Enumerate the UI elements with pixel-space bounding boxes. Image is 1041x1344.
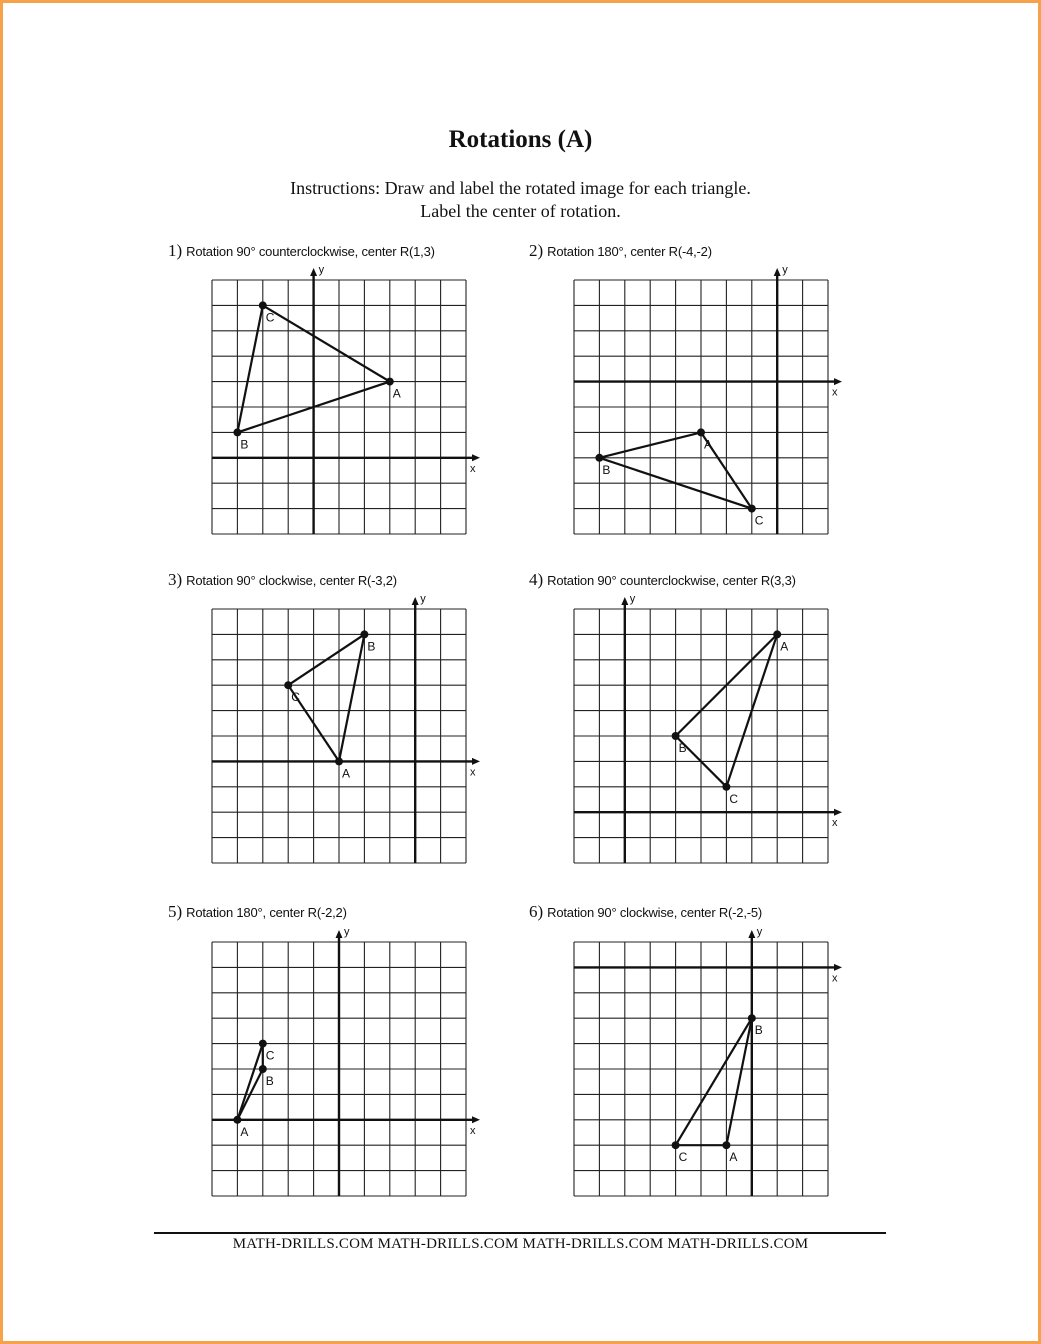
problem-3-number: 3) [168,570,183,589]
problem-1-prompt: Rotation 90° counterclockwise, center R(1,3) [186,244,435,259]
vertex-label-b: B [240,437,249,452]
problem-6-prompt: Rotation 90° clockwise, center R(-2,-5) [547,905,763,920]
problem-6-grid[interactable] [574,926,838,1196]
vertex-label-a: A [780,639,789,654]
vertex-label-c: C [678,1150,688,1165]
y-axis-label: y [629,593,636,605]
triangle-edge [237,1044,262,1120]
vertex-b [233,428,241,436]
problem-3-grid[interactable] [212,593,476,863]
vertex-b [360,630,368,638]
vertex-label-c: C [754,513,764,528]
footer-rule [154,1232,886,1234]
vertex-c [748,505,756,513]
vertex-label-c: C [265,310,275,325]
problem-1-label [168,241,435,261]
problem-4-prompt: Rotation 90° counterclockwise, center R(3,3) [547,573,796,588]
problem-5-label [168,902,347,922]
problem-1-grid[interactable] [212,264,476,534]
y-axis-label: y [318,264,325,276]
worksheet-title: Rotations (A) [448,126,593,153]
vertex-b [259,1065,267,1073]
triangle-edge [237,305,262,432]
problem-1-number: 1) [168,241,183,260]
vertex-c [284,681,292,689]
vertex-a [233,1116,241,1124]
vertex-label-a: A [704,437,713,452]
triangle-edge [339,634,364,761]
vertex-label-b: B [265,1074,274,1088]
x-axis-label: x [832,817,838,830]
vertex-c [259,1040,267,1048]
problem-5-number: 5) [168,902,183,921]
vertex-label-a: A [342,766,351,781]
vertex-label-b: B [602,462,611,477]
problem-5-grid[interactable] [212,926,476,1196]
problem-4-label [529,570,796,590]
problem-2-grid[interactable] [574,264,838,534]
problem-2-prompt: Rotation 180°, center R(-4,-2) [547,244,712,259]
x-axis-label: x [470,1124,476,1137]
x-axis-label: x [832,386,838,399]
vertex-b [748,1014,756,1022]
problem-6-number: 6) [529,902,544,921]
x-axis-label: x [832,972,838,985]
x-axis-label: x [470,462,476,475]
triangle-edge [676,1018,752,1145]
vertex-label-b: B [678,741,687,755]
y-axis-label: y [756,926,763,938]
vertex-a [697,428,705,436]
vertex-label-b: B [754,1023,763,1038]
footer-text: MATH-DRILLS.COM MATH-DRILLS.COM MATH-DRILLS.COM MATH-DRILLS.COM [232,1236,809,1252]
vertex-a [386,378,394,386]
vertex-a [335,757,343,765]
vertex-label-a: A [729,1150,738,1165]
y-axis-label: y [420,593,426,605]
vertex-label-b: B [367,639,376,654]
vertex-a [722,1141,730,1149]
problem-4-number: 4) [529,570,544,589]
vertex-b [595,454,603,462]
vertex-c [672,1141,680,1149]
vertex-c [259,301,267,309]
instructions-line-2: Label the center of rotation. [420,201,621,221]
vertex-a [773,630,781,638]
problem-6-label [529,902,762,922]
x-axis-label: x [470,766,476,779]
vertex-label-c: C [291,690,300,705]
problem-4-grid[interactable] [574,593,838,863]
vertex-label-c: C [265,1048,275,1063]
y-axis-label: y [344,926,350,938]
problem-5-prompt: Rotation 180°, center R(-2,2) [186,905,347,920]
y-axis-label: y [782,264,788,276]
problem-2-number: 2) [529,241,544,260]
instructions-line-1: Instructions: Draw and label the rotated image for each triangle. [290,178,751,198]
vertex-label-a: A [240,1124,249,1139]
problem-2-label [529,241,712,261]
vertex-label-c: C [729,791,739,806]
problem-3-label [168,570,397,590]
vertex-c [722,783,730,791]
problem-3-prompt: Rotation 90° clockwise, center R(-3,2) [186,573,397,588]
triangle-edge [263,305,390,381]
vertex-b [672,732,680,740]
vertex-label-a: A [392,386,401,401]
